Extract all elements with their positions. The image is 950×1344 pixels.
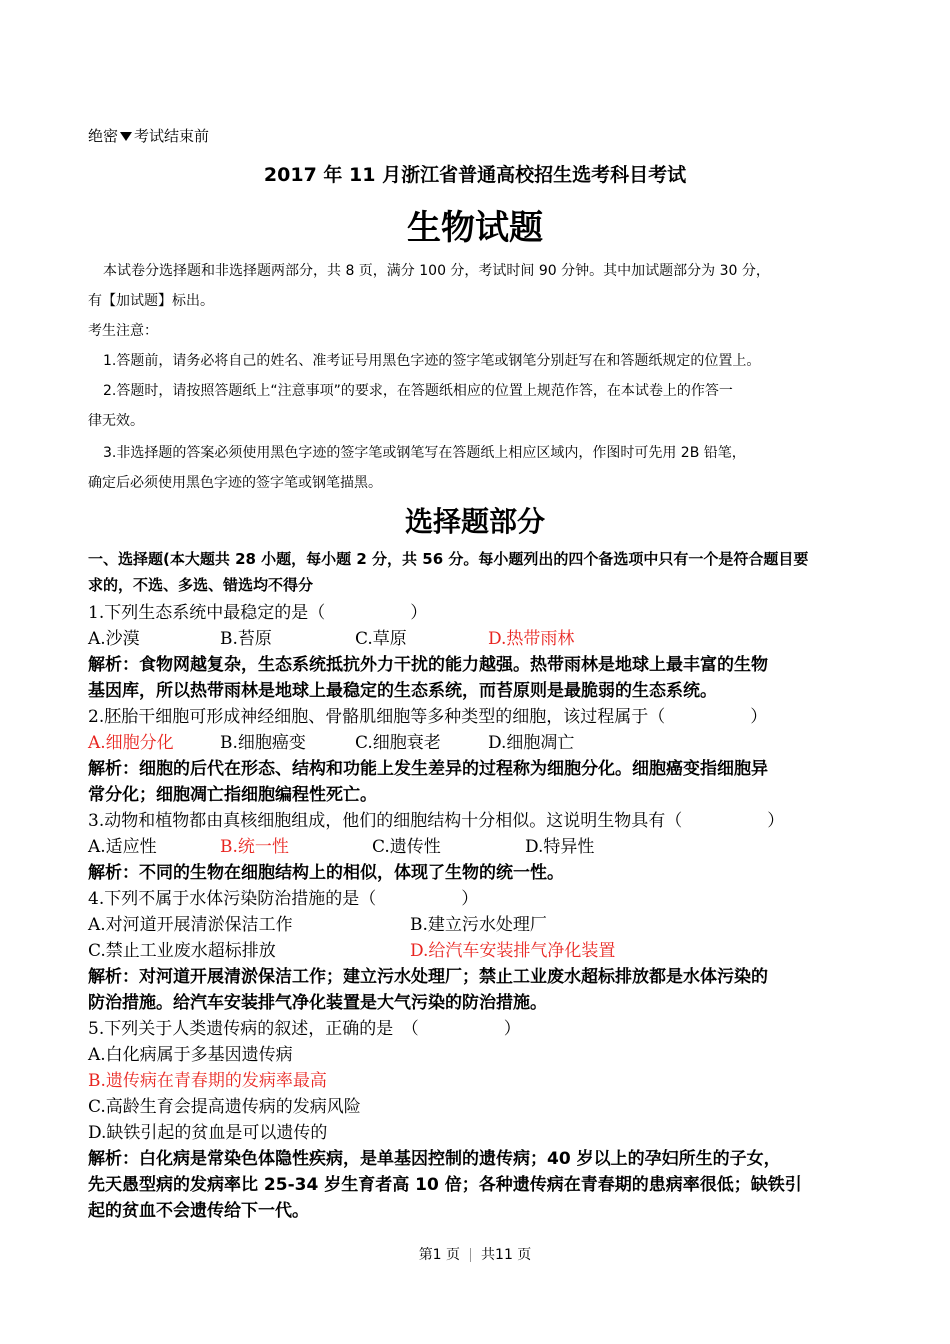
section-instruction-2: 求的，不选、多选、错选均不得分 [88,576,314,594]
page-total: 共11 页 [481,1247,532,1263]
q4-option-c: C.禁止工业废水超标排放 [88,941,276,961]
page-footer [0,1244,950,1264]
q2-option-b: B.细胞癌变 [220,733,306,753]
secret-text: 绝密 [88,127,119,145]
notice-1: 1.答题前，请务必将自己的姓名、准考证号用黑色字迹的签字笔或钢笔分别赶写在和答题纸规定的位置上。 [103,353,761,369]
intro-line-1: 本试卷分选择题和非选择题两部分，共 8 页，满分 100 分，考试时间 90 分钟。其中加试题部分为 30 分， [103,263,770,279]
q2-option-d: D.细胞凋亡 [488,733,575,753]
q1-option-b: B.苔原 [220,629,272,649]
q5-option-b-answer: B.遗传病在青春期的发病率最高 [88,1071,327,1091]
q3-option-a: A.适应性 [88,837,157,857]
q5-option-a: A.白化病属于多基因遗传病 [88,1045,293,1065]
q5-analysis-2: 先天愚型病的发病率比 25-34 岁生育者高 10 倍；各种遗传病在青春期的患病率很低；缺铁引 [88,1175,802,1195]
q5-analysis-1: 解析：白化病是常染色体隐性疾病，是单基因控制的遗传病；40 岁以上的孕妇所生的子女， [88,1149,781,1169]
notice-title: 考生注意： [88,323,158,339]
q2-stem: 2.胚胎干细胞可形成神经细胞、骨骼肌细胞等多种类型的细胞，该过程属于（ ） [88,707,768,727]
q4-option-a: A.对河道开展清淤保洁工作 [88,915,293,935]
q2-option-a-answer: A.细胞分化 [88,733,174,753]
intro-line-2: 有【加试题】标出。 [88,293,214,309]
q3-option-d: D.特异性 [525,837,595,857]
q1-option-a: A.沙漠 [88,629,140,649]
section-title: 选择题部分 [404,505,545,538]
exam-title: 2017 年 11 月浙江省普通高校招生选考科目考试 [263,164,687,186]
q3-option-c: C.遗传性 [372,837,441,857]
q1-option-c: C.草原 [355,629,407,649]
notice-3a: 3.非选择题的答案必须使用黑色字迹的签字笔或钢笔写在答题纸上相应区域内，作图时可先用 2B 铅笔， [103,445,746,461]
notice-3b: 确定后必须使用黑色字迹的签字笔或钢笔描黑。 [88,475,382,491]
q2-analysis-1: 解析：细胞的后代在形态、结构和功能上发生差异的过程称为细胞分化。细胞癌变指细胞异 [88,759,768,779]
q5-option-d: D.缺铁引起的贫血是可以遗传的 [88,1123,328,1143]
section-instruction-1: 一、选择题(本大题共 28 小题，每小题 2 分，共 56 分。每小题列出的四个备选项中只有一个是符合题目要 [88,550,809,568]
q4-analysis-2: 防治措施。给汽车安装排气净化装置是大气污染的防治措施。 [88,993,547,1013]
q5-analysis-3: 起的贫血不会遗传给下一代。 [88,1201,309,1221]
notice-2a: 2.答题时，请按照答题纸上“注意事项”的要求，在答题纸相应的位置上规范作答，在本试卷上的作答一 [103,383,733,399]
secret-suffix: 考试结束前 [134,127,210,145]
subject-title: 生物试题 [407,208,543,248]
q5-option-c: C.高龄生育会提高遗传病的发病风险 [88,1097,361,1117]
q4-stem: 4.下列不属于水体污染防治措施的是（ ） [88,889,479,909]
confidential-label [88,125,209,146]
q2-option-c: C.细胞衰老 [355,733,441,753]
q1-analysis-1: 解析：食物网越复杂，生态系统抵抗外力干扰的能力越强。热带雨林是地球上最丰富的生物 [88,655,768,675]
q4-option-b: B.建立污水处理厂 [410,915,547,935]
q5-stem: 5.下列关于人类遗传病的叙述，正确的是 （ ） [88,1019,521,1039]
q1-option-d-answer: D.热带雨林 [488,629,575,649]
footer-divider [470,1248,471,1262]
q2-analysis-2: 常分化；细胞凋亡指细胞编程性死亡。 [88,785,377,805]
notice-2b: 律无效。 [88,413,144,429]
down-arrow-icon [120,132,132,141]
q3-analysis-1: 解析：不同的生物在细胞结构上的相似，体现了生物的统一性。 [88,863,564,883]
q3-stem: 3.动物和植物都由真核细胞组成，他们的细胞结构十分相似。这说明生物具有（ ） [88,811,785,831]
q4-option-d-answer: D.给汽车安装排气净化装置 [410,941,616,961]
q3-option-b-answer: B.统一性 [220,837,289,857]
q4-analysis-1: 解析：对河道开展清淤保洁工作；建立污水处理厂；禁止工业废水超标排放都是水体污染的 [88,967,768,987]
q1-stem: 1.下列生态系统中最稳定的是（ ） [88,603,428,623]
q1-analysis-2: 基因库，所以热带雨林是地球上最稳定的生态系统，而苔原则是最脆弱的生态系统。 [88,681,717,701]
page-number: 第1 页 [418,1247,461,1263]
